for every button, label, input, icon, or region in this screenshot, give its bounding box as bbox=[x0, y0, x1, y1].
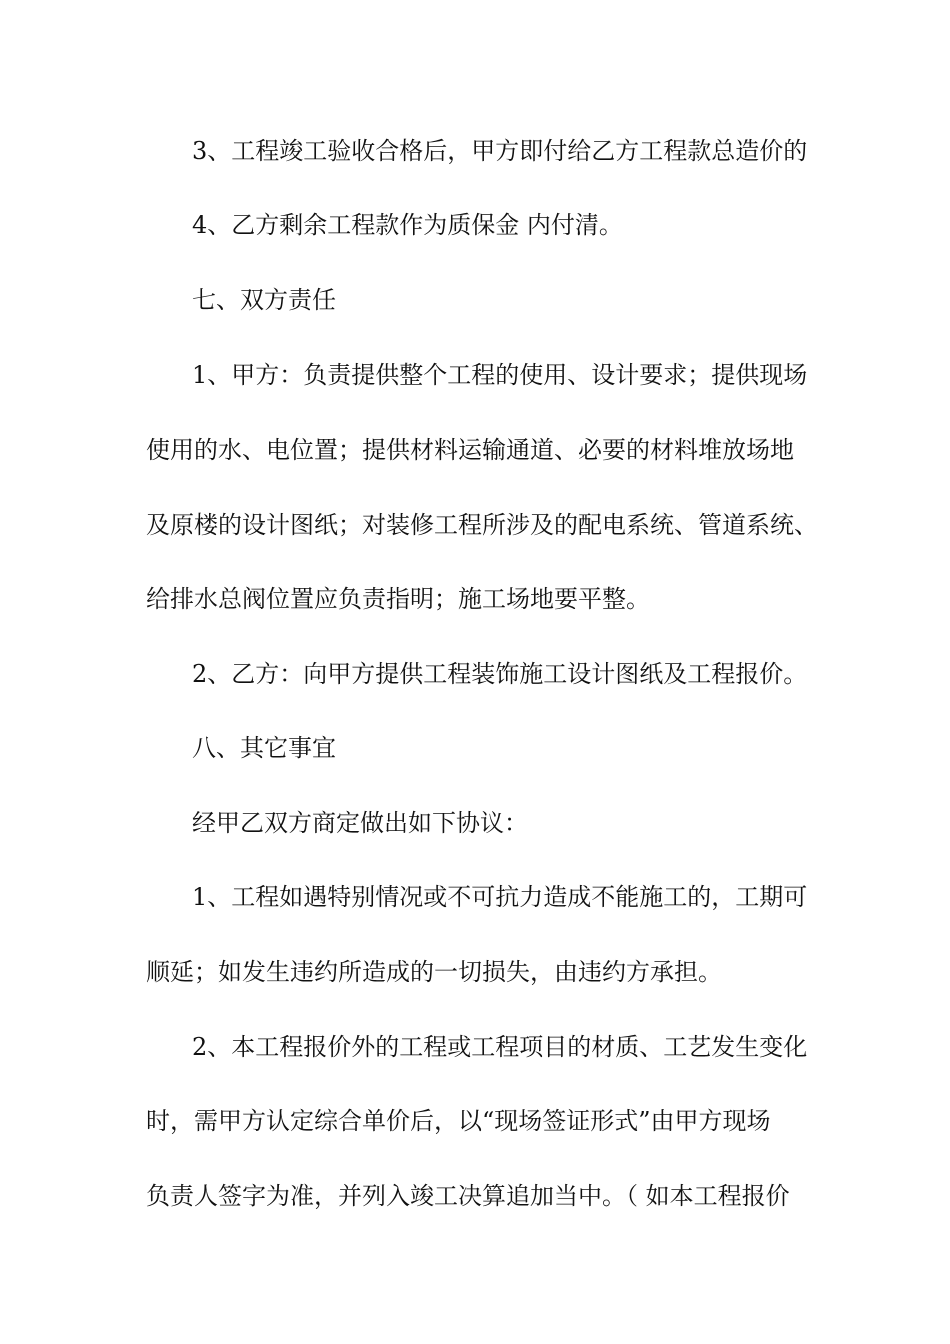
paragraph-line: 3、工程竣工验收合格后，甲方即付给乙方工程款总造价的 bbox=[192, 137, 808, 165]
paragraph-line: 时，需甲方认定综合单价后，以“现场签证形式”由甲方现场 bbox=[146, 1107, 771, 1135]
paragraph-line: 顺延；如发生违约所造成的一切损失，由违约方承担。 bbox=[146, 958, 722, 986]
paragraph-line: 负责人签字为准，并列入竣工决算追加当中。（ 如本工程报价 bbox=[146, 1182, 790, 1210]
paragraph-line: 2、乙方：向甲方提供工程装饰施工设计图纸及工程报价。 bbox=[192, 660, 808, 688]
paragraph-line: 经甲乙双方商定做出如下协议： bbox=[192, 809, 528, 837]
paragraph-line: 1、工程如遇特别情况或不可抗力造成不能施工的，工期可 bbox=[192, 883, 808, 911]
section-heading: 八、其它事宜 bbox=[192, 734, 336, 762]
paragraph-line: 2、本工程报价外的工程或工程项目的材质、工艺发生变化 bbox=[192, 1033, 808, 1061]
paragraph-line: 及原楼的设计图纸；对装修工程所涉及的配电系统、管道系统、 bbox=[146, 511, 818, 539]
paragraph-line: 4、乙方剩余工程款作为质保金 内付清。 bbox=[192, 211, 623, 239]
paragraph-line: 使用的水、电位置；提供材料运输通道、必要的材料堆放场地 bbox=[146, 436, 794, 464]
paragraph-line: 给排水总阀位置应负责指明；施工场地要平整。 bbox=[146, 585, 650, 613]
paragraph-line: 1、甲方：负责提供整个工程的使用、设计要求；提供现场 bbox=[192, 361, 808, 389]
section-heading: 七、双方责任 bbox=[192, 286, 336, 314]
